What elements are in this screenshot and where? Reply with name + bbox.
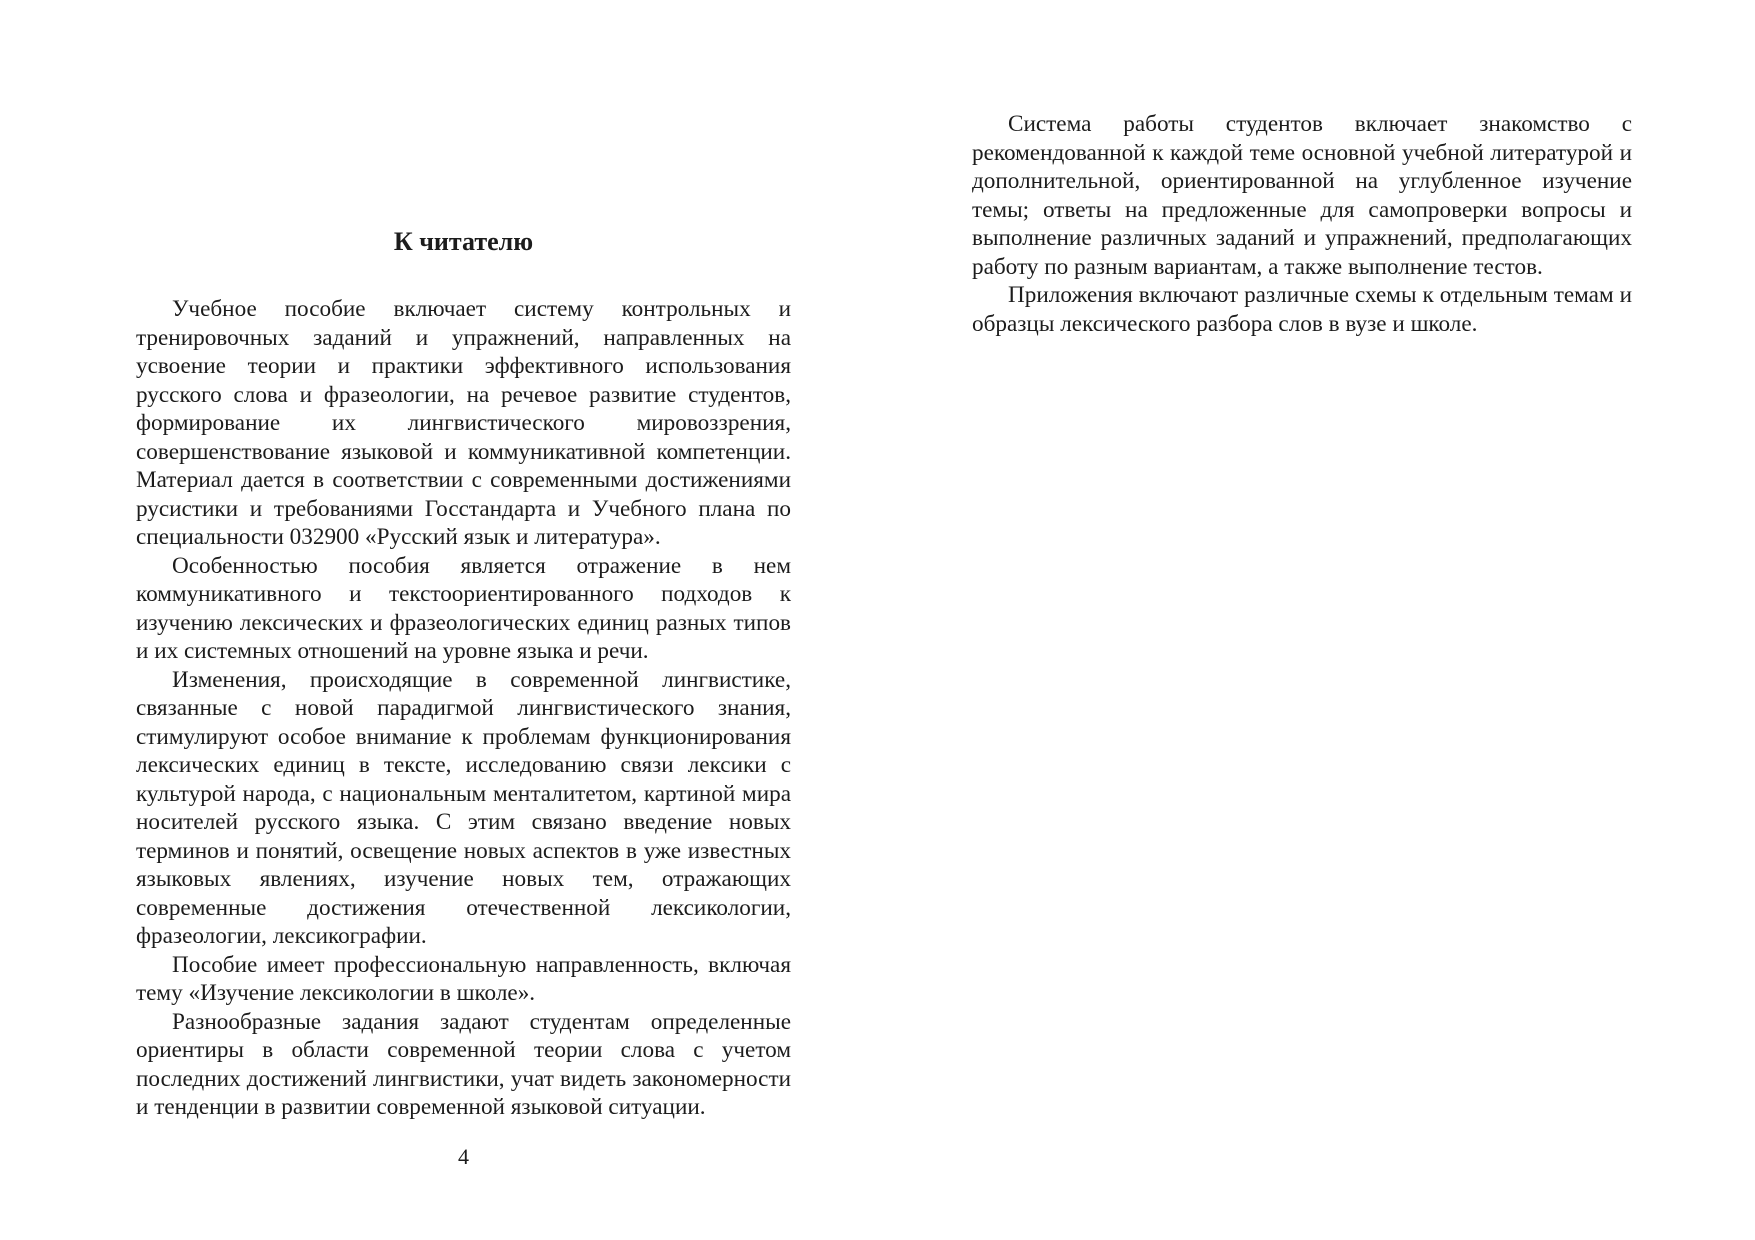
page-number: 4 [458, 1144, 469, 1169]
paragraph-3: Изменения, происходящие в современной лингвистике, связанные с новой парадигмой лингвистического знания, стимулируют особое внимание к проблемам функционирования лексических единиц в тексте, исследованию связи лексики с культурой народа, с национальным менталитетом, картиной мира носителей русского языка. С этим связано введение новых терминов и понятий, освещение новых аспектов в уже известных языковых явлениях, изучение новых тем, отражающих современные достижения отечественной лексикологии, фразеологии, лексикографии. [136, 666, 791, 949]
left-page-body [136, 295, 791, 1122]
paragraph-7: Приложения включают различные схемы к отдельным темам и образцы лексического разбора слов в вузе и школе. [972, 282, 1632, 337]
paragraph-4: Пособие имеет профессиональную направленность, включая тему «Изучение лексикологии в школе». [136, 951, 791, 1006]
page-heading: К читателю [393, 227, 534, 256]
paragraph-2: Особенностью пособия является отражение в нем коммуникативного и текстоориентированного подходов к изучению лексических и фразеологических единиц разных типов и их системных отношений на уровне языка и речи. [136, 552, 791, 664]
paragraph-5: Разнообразные задания задают студентам определенные ориентиры в области современной теории слова с учетом последних достижений лингвистики, учат видеть закономерности и тенденции в развитии современной языковой ситуации. [136, 1008, 791, 1120]
right-page-body [972, 110, 1632, 338]
paragraph-6: Система работы студентов включает знакомство с рекомендованной к каждой теме основной учебной литературой и дополнительной, ориентированной на углубленное изучение темы; ответы на предложенные для самопроверки вопросы и выполнение различных заданий и упражнений, предполагающих работу по разным вариантам, а также выполнение тестов. [972, 111, 1632, 280]
paragraph-1: Учебное пособие включает систему контрольных и тренировочных заданий и упражнений, направленных на усвоение теории и практики эффективного использования русского слова и фразеологии, на речевое развитие студентов, формирование их лингвистического мировоззрения, совершенствование языковой и коммуникативной компетенции. Материал дается в соответствии с современными достижениями русистики и требованиями Госстандарта и Учебного плана по специальности 032900 «Русский язык и литература». [136, 296, 791, 550]
